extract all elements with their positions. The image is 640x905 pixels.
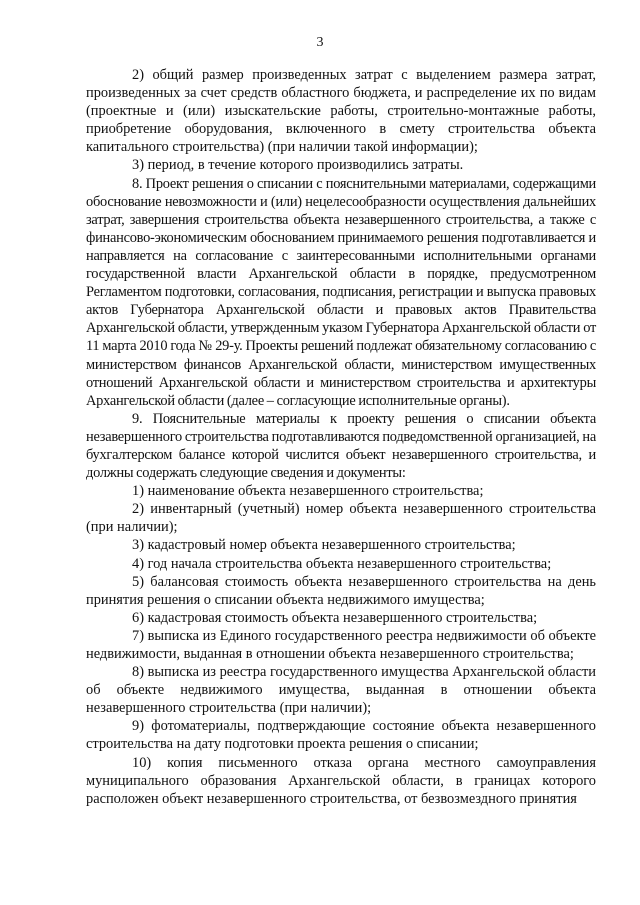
paragraph-clause-9: 9. Пояснительные материалы к проекту решения о списании объекта незавершенного строительства подготавливаются подведомственной организацией, на бухгалтерском балансе которой числится объект незавершенного строительства, и должны содержать следующие сведения и документы: xyxy=(86,410,596,482)
list-item-7: 7) выписка из Единого государственного реестра недвижимости об объекте недвижимости, выданная в отношении объекта незавершенного строительства; xyxy=(86,627,596,662)
document-body xyxy=(86,66,596,808)
list-item-9: 9) фотоматериалы, подтверждающие состояние объекта незавершенного строительства на дату подготовки проекта решения о списании; xyxy=(86,718,596,753)
paragraph-clause-8: 8. Проект решения о списании с пояснительными материалами, содержащими обоснование невозможности и (или) нецелесообразности осуществления дальнейших затрат, завершения строительства объекта незавершенного строительства, а также с финансово-экономическим обоснованием принимаемого решения подготавливается и направляется на согласование с заинтересованными исполнительными органами государственной власти Архангельской области в порядке, предусмотренном Регламентом подготовки, согласования, подписания, регистрации и выпуска правовых актов Губернатора Архангельской области и правовых актов Правительства Архангельской области, утвержденным указом Губернатора Архангельской области от 11 марта 2010 года № 29-у. Проекты решений подлежат обязательному согласованию с министерством финансов Архангельской области, министерством имущественных отношений Архангельской области и министерством строительства и архитектуры Архангельской области (далее – согласующие исполнительные органы). xyxy=(86,175,596,409)
list-item-8: 8) выписка из реестра государственного имущества Архангельской области об объекте недвижимого имущества, выданная в отношении объекта незавершенного строительства (при наличии); xyxy=(86,664,597,717)
paragraph-item-3-period: 3) период, в течение которого производились затраты. xyxy=(132,157,464,174)
list-item-3: 3) кадастровый номер объекта незавершенного строительства; xyxy=(132,537,516,554)
list-item-5: 5) балансовая стоимость объекта незавершенного строительства на день принятия решения о списании объекта недвижимого имущества; xyxy=(86,573,596,608)
list-item-4: 4) год начала строительства объекта незавершенного строительства; xyxy=(132,555,552,572)
paragraph-item-2-costs: 2) общий размер произведенных затрат с выделением размера затрат, произведенных за счет средств областного бюджета, и распределение их по видам (проектные и (или) изыскательские работы, строительно-монтажные работы, приобретение оборудования, включенного в смету строительства объекта капитального строительства) (при наличии такой информации); xyxy=(86,67,596,156)
list-item-1: 1) наименование объекта незавершенного строительства; xyxy=(132,483,484,500)
list-item-2: 2) инвентарный (учетный) номер объекта незавершенного строительства (при наличии); xyxy=(86,501,596,536)
list-item-6: 6) кадастровая стоимость объекта незавершенного строительства; xyxy=(132,609,538,626)
list-item-10: 10) копия письменного отказа органа местного самоуправления муниципального образования Архангельской области, в границах которого расположен объект незавершенного строительства, от безвозмездного принятия xyxy=(86,754,596,807)
page-number: 3 xyxy=(316,35,324,50)
